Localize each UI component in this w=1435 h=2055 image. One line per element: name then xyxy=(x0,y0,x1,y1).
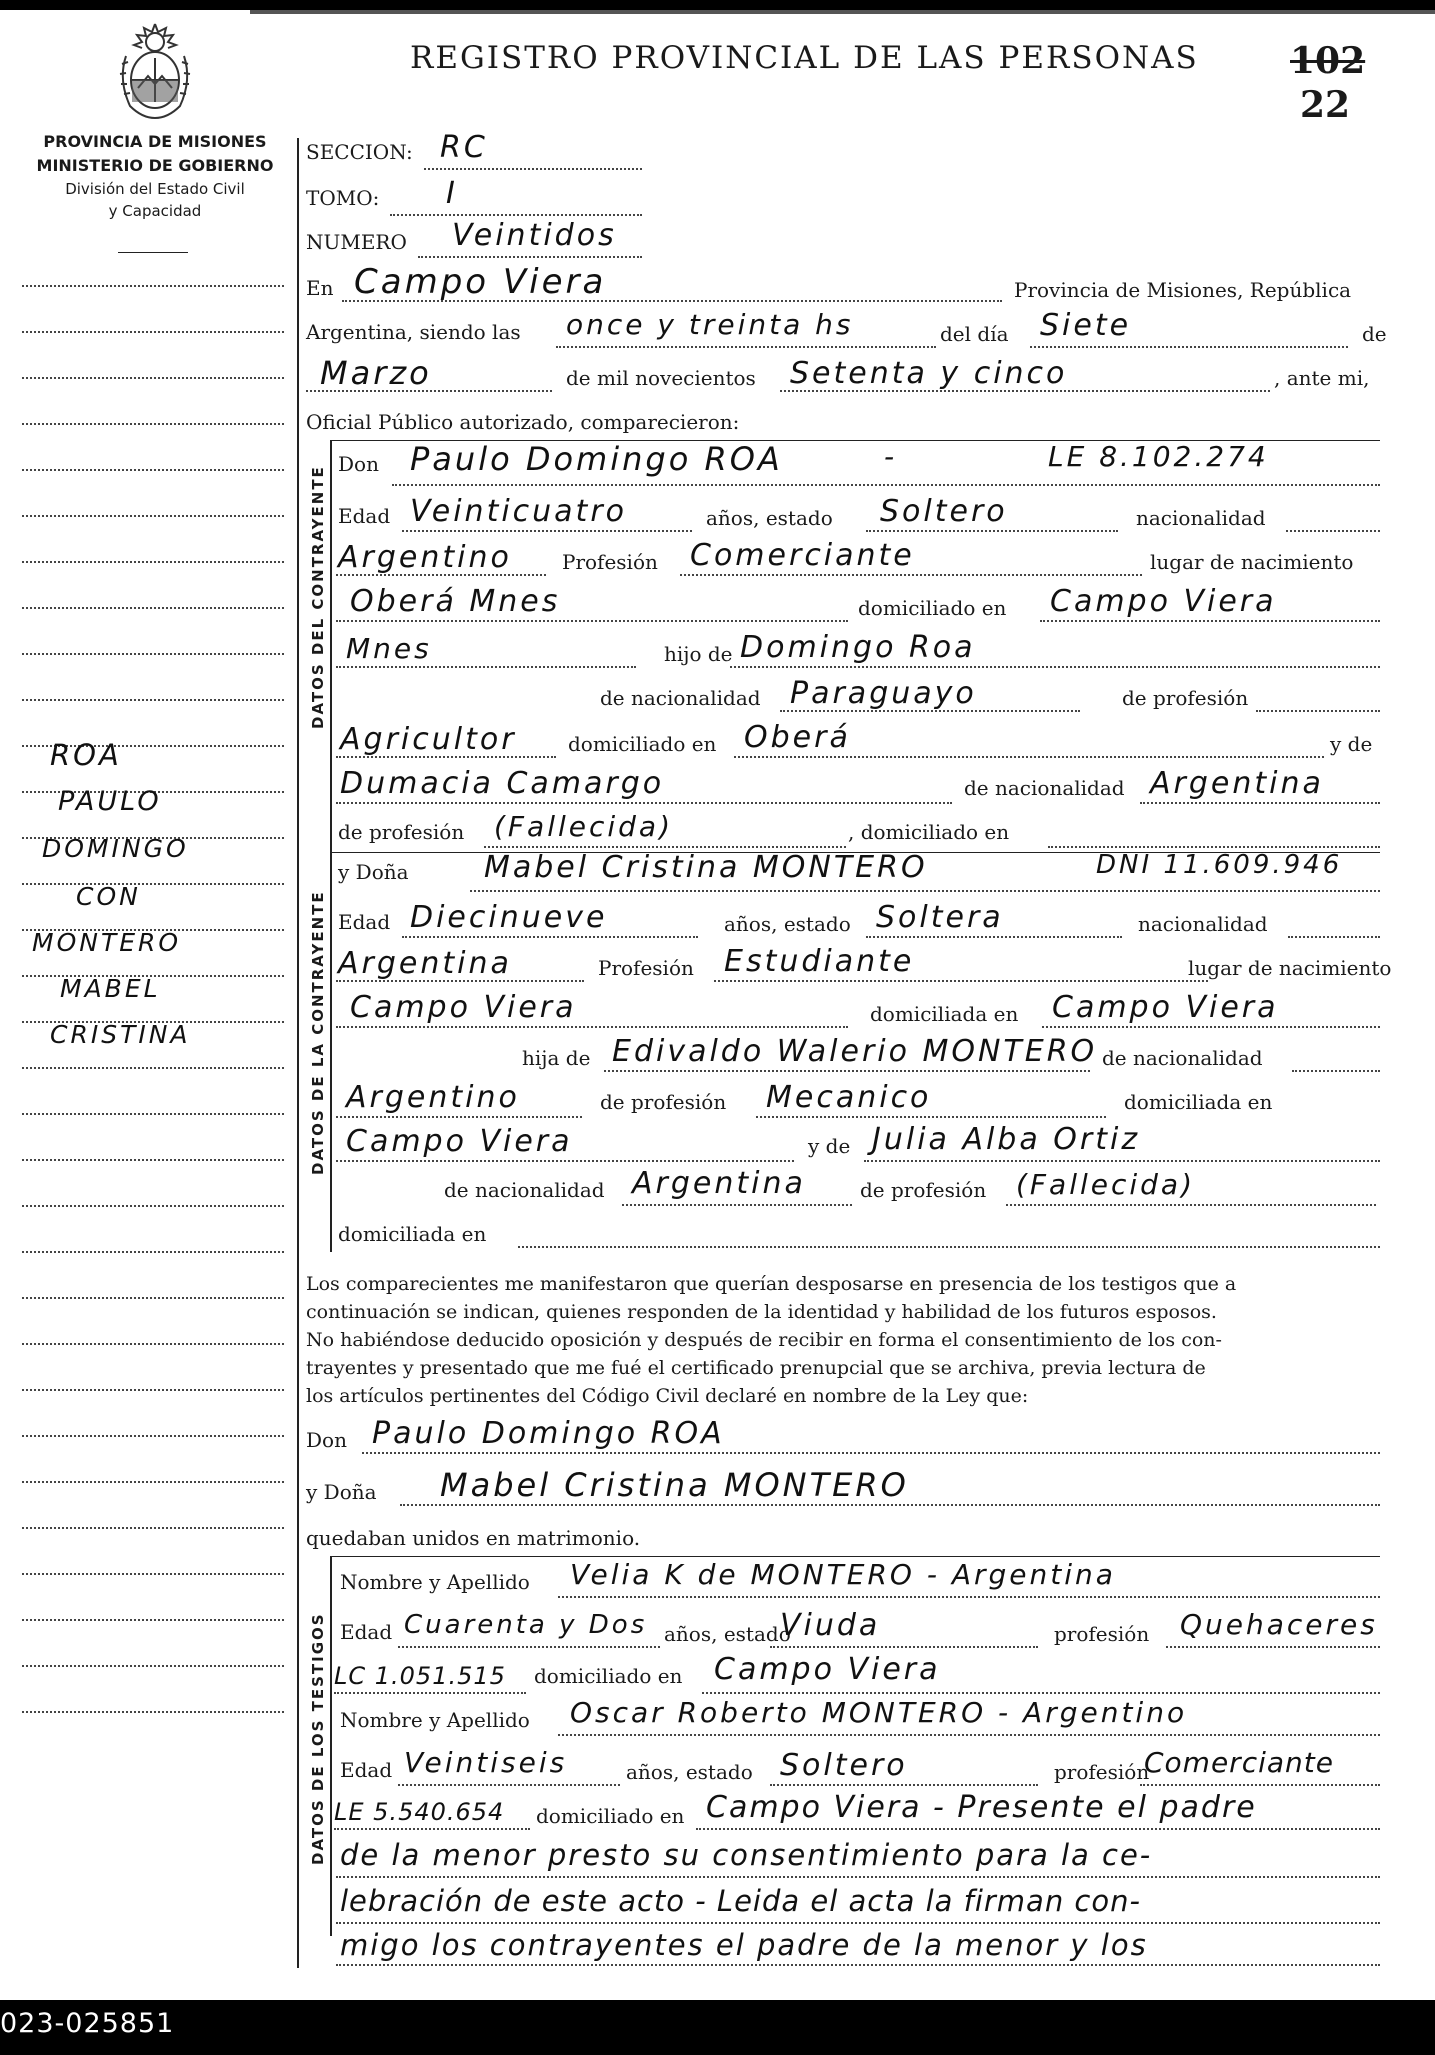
provincia-text: Provincia de Misiones, República xyxy=(1014,278,1352,302)
groom-nacionalidad-label: nacionalidad xyxy=(1136,506,1266,530)
groom-name: Paulo Domingo ROA xyxy=(410,440,783,478)
w1-name: Velia K de MONTERO - Argentina xyxy=(570,1558,1116,1591)
margin-dotted-line xyxy=(22,1343,284,1345)
de-mil-label: de mil novecientos xyxy=(566,366,756,390)
w2-domiciliado-label: domiciliado en xyxy=(536,1804,685,1828)
groom-mother: Dumacia Camargo xyxy=(340,766,665,801)
declaration-don-label: Don xyxy=(306,1428,347,1452)
declaration-line-1: Los comparecientes me manifestaron que querían desposarse en presencia de los testigos que a xyxy=(306,1273,1237,1295)
bride-father-domicile: Campo Viera xyxy=(346,1124,573,1159)
bride-domicile: Campo Viera xyxy=(1052,990,1279,1025)
margin-dotted-line xyxy=(22,653,284,655)
groom-lugar-label: lugar de nacimiento xyxy=(1150,550,1354,574)
w1-nombre-label: Nombre y Apellido xyxy=(340,1570,530,1594)
en-label: En xyxy=(306,276,334,300)
w1-profesion-label: profesión xyxy=(1054,1622,1150,1646)
bride-profesion-label: Profesión xyxy=(598,956,694,980)
groom-father-nationality: Paraguayo xyxy=(790,676,977,711)
groom-dash: - xyxy=(884,440,898,473)
declaration-bride: Mabel Cristina MONTERO xyxy=(440,1466,909,1504)
groom-don-label: Don xyxy=(338,452,379,476)
margin-dotted-line xyxy=(22,1665,284,1667)
margin-dotted-line xyxy=(22,883,284,885)
bride-father-nationality: Argentino xyxy=(346,1080,520,1115)
w2-doc: LE 5.540.654 xyxy=(334,1798,505,1826)
bride-mother-nationality: Argentina xyxy=(632,1166,806,1201)
margin-dotted-line xyxy=(22,331,284,333)
bride-mother-prof-label: de profesión xyxy=(860,1178,987,1202)
groom-profesion-label: Profesión xyxy=(562,550,658,574)
groom-domiciliado-label: domiciliado en xyxy=(858,596,1007,620)
margin-note-6: MABEL xyxy=(60,974,161,1003)
groom-mother-prof-label: de profesión xyxy=(338,820,465,844)
w-note-line-3: migo los contrayentes el padre de la menor y los xyxy=(340,1928,1148,1962)
margin-dotted-line xyxy=(22,377,284,379)
bride-mother-profession: (Fallecida) xyxy=(1016,1168,1196,1201)
margin-dotted-line xyxy=(22,1389,284,1391)
w1-profession: Quehaceres xyxy=(1180,1608,1378,1641)
scan-top-stripe xyxy=(250,10,1435,14)
day-value: Siete xyxy=(1040,308,1132,343)
bride-profession: Estudiante xyxy=(724,944,915,979)
bride-name: Mabel Cristina MONTERO xyxy=(484,850,928,885)
w2-domicile: Campo Viera - Presente el padre xyxy=(706,1790,1257,1825)
w1-domicile: Campo Viera xyxy=(714,1652,941,1687)
acta-number-struck: 102 xyxy=(1290,40,1366,82)
bride-father-nac-label: de nacionalidad xyxy=(1102,1046,1263,1070)
w1-status: Viuda xyxy=(780,1608,881,1643)
groom-birthplace: Oberá Mnes xyxy=(350,584,561,619)
declaration-closing: quedaban unidos en matrimonio. xyxy=(306,1526,641,1550)
bride-father-dom-label: domiciliada en xyxy=(1124,1090,1273,1114)
office-block xyxy=(20,130,290,222)
declaration-groom: Paulo Domingo ROA xyxy=(372,1416,725,1451)
groom-profession: Comerciante xyxy=(690,538,915,573)
bride-mother-dom-label: domiciliada en xyxy=(338,1222,487,1246)
groom-section-rule xyxy=(330,440,332,860)
groom-father-dom-label: domiciliado en xyxy=(568,732,717,756)
oficial-text: Oficial Público autorizado, comparecieron: xyxy=(306,410,740,434)
margin-note-5: MONTERO xyxy=(32,928,182,957)
groom-civil-status: Soltero xyxy=(880,494,1008,529)
margin-dotted-line xyxy=(22,469,284,471)
bride-mother-nac-label: de nacionalidad xyxy=(444,1178,605,1202)
w1-domiciliado-label: domiciliado en xyxy=(534,1664,683,1688)
w2-anos-estado: años, estado xyxy=(626,1760,753,1784)
office-province: PROVINCIA DE MISIONES xyxy=(43,132,267,151)
registry-title: REGISTRO PROVINCIAL DE LAS PERSONAS xyxy=(410,40,1199,76)
bride-domiciliada-label: domiciliada en xyxy=(870,1002,1019,1026)
numero-value: Veintidos xyxy=(452,218,617,253)
bride-doc: DNI 11.609.946 xyxy=(1096,850,1343,880)
bride-y-de: y de xyxy=(808,1134,851,1158)
bride-edad-label: Edad xyxy=(338,910,391,934)
groom-mother-nationality: Argentina xyxy=(1150,766,1324,801)
groom-anos-estado: años, estado xyxy=(706,506,833,530)
w1-age: Cuarenta y Dos xyxy=(404,1610,648,1640)
margin-dotted-line xyxy=(22,1297,284,1299)
margin-note-4: CON xyxy=(76,882,141,911)
groom-age: Veinticuatro xyxy=(410,494,628,529)
bride-father-prof-label: de profesión xyxy=(600,1090,727,1114)
w1-edad-label: Edad xyxy=(340,1620,393,1644)
bride-father-profession: Mecanico xyxy=(766,1080,932,1115)
bride-mother: Julia Alba Ortiz xyxy=(872,1122,1141,1157)
w-note-line-2: lebración de este acto - Leida el acta la firman con- xyxy=(340,1884,1141,1918)
margin-dotted-line xyxy=(22,515,284,517)
month-value: Marzo xyxy=(320,354,432,392)
groom-mother-dom-label: , domiciliado en xyxy=(848,820,1010,844)
w2-age: Veintiseis xyxy=(404,1746,568,1779)
margin-dotted-line xyxy=(22,1113,284,1115)
w2-name: Oscar Roberto MONTERO - Argentino xyxy=(570,1696,1188,1729)
scan-top-band xyxy=(0,0,1435,10)
declaration-dona-label: y Doña xyxy=(306,1480,377,1504)
groom-edad-label: Edad xyxy=(338,504,391,528)
bride-anos-estado: años, estado xyxy=(724,912,851,936)
groom-father-profession: Agricultor xyxy=(340,722,517,757)
groom-y-de: y de xyxy=(1330,732,1373,756)
office-capacity: y Capacidad xyxy=(108,202,202,220)
declaration-line-2: continuación se indican, quienes responden de la identidad y habilidad de los futuros esposos. xyxy=(306,1301,1217,1323)
seccion-label: SECCION: xyxy=(306,140,413,164)
margin-note-7: CRISTINA xyxy=(50,1020,191,1049)
witness-section-label: DATOS DE LOS TESTIGOS xyxy=(309,1612,327,1865)
declaration-line-3: No habiéndose deducido oposición y después de recibir en forma el consentimiento de los con- xyxy=(306,1329,1222,1351)
coat-of-arms-emblem xyxy=(112,18,198,122)
bride-father: Edivaldo Walerio MONTERO xyxy=(612,1034,1098,1069)
margin-dotted-line xyxy=(22,699,284,701)
margin-dotted-line xyxy=(22,1205,284,1207)
margin-dotted-line xyxy=(22,1619,284,1621)
margin-dotted-line xyxy=(22,423,284,425)
bride-y-dona: y Doña xyxy=(338,860,409,884)
footer-code: 023-025851 xyxy=(0,2008,175,2039)
w2-profesion-label: profesión xyxy=(1054,1760,1150,1784)
margin-dotted-line xyxy=(22,561,284,563)
w2-nombre-label: Nombre y Apellido xyxy=(340,1708,530,1732)
groom-section-label: DATOS DEL CONTRAYENTE xyxy=(309,465,327,729)
margin-dotted-line xyxy=(22,1711,284,1713)
groom-nationality: Argentino xyxy=(338,540,512,575)
groom-mother-nac-label: de nacionalidad xyxy=(964,776,1125,800)
witness-top-rule xyxy=(330,1556,1380,1557)
scan-bottom-band xyxy=(0,2000,1435,2055)
margin-dotted-line xyxy=(22,1067,284,1069)
margin-dotted-line xyxy=(22,1527,284,1529)
groom-mother-profession: (Fallecida) xyxy=(494,810,674,843)
office-underline xyxy=(118,252,188,253)
declaration-line-5: los artículos pertinentes del Código Civil declaré en nombre de la Ley que: xyxy=(306,1385,1029,1407)
margin-note-1: ROA xyxy=(50,738,122,772)
witness-section-rule xyxy=(330,1556,332,1936)
margin-dotted-line xyxy=(22,1251,284,1253)
bride-hija-de: hija de xyxy=(522,1046,591,1070)
bride-age: Diecinueve xyxy=(410,900,608,935)
argentina-text: Argentina, siendo las xyxy=(306,320,521,344)
margin-dotted-line xyxy=(22,1159,284,1161)
w2-profession: Comerciante xyxy=(1144,1746,1334,1779)
w2-status: Soltero xyxy=(780,1748,908,1783)
bride-nacionalidad-label: nacionalidad xyxy=(1138,912,1268,936)
bride-section-label: DATOS DE LA CONTRAYENTE xyxy=(309,890,327,1175)
w1-anos-estado: años, estado xyxy=(664,1622,791,1646)
margin-dotted-line xyxy=(22,285,284,287)
margin-dotted-line xyxy=(22,1481,284,1483)
del-dia-label: del día xyxy=(940,322,1009,346)
groom-father-prof-label: de profesión xyxy=(1122,686,1249,710)
office-division: División del Estado Civil xyxy=(65,180,245,198)
margin-dotted-line xyxy=(22,1435,284,1437)
numero-label: NUMERO xyxy=(306,230,407,254)
bride-lugar-label: lugar de nacimiento xyxy=(1188,956,1392,980)
margin-note-2: PAULO xyxy=(58,786,162,817)
w2-edad-label: Edad xyxy=(340,1758,393,1782)
groom-domicile: Campo Viera xyxy=(1050,584,1277,619)
margin-dotted-line xyxy=(22,607,284,609)
hour-value: once y treinta hs xyxy=(566,308,854,341)
tomo-value: I xyxy=(446,176,458,211)
bride-nationality: Argentina xyxy=(338,946,512,981)
office-ministry: MINISTERIO DE GOBIERNO xyxy=(36,156,274,175)
ante-mi-text: , ante mi, xyxy=(1274,366,1370,390)
bride-civil-status: Soltera xyxy=(876,900,1004,935)
groom-doc: LE 8.102.274 xyxy=(1048,440,1269,473)
year-value: Setenta y cinco xyxy=(790,356,1068,391)
groom-father-domicile: Oberá xyxy=(744,720,851,755)
place-value: Campo Viera xyxy=(354,262,607,302)
bride-birthplace: Campo Viera xyxy=(350,990,577,1025)
w-note-line-1: de la menor presto su consentimiento para la ce- xyxy=(340,1838,1153,1872)
groom-father: Domingo Roa xyxy=(740,630,976,665)
groom-domicile-2: Mnes xyxy=(346,632,432,665)
margin-dotted-line xyxy=(22,1573,284,1575)
bride-section-rule xyxy=(330,852,332,1252)
de-label: de xyxy=(1362,322,1387,346)
seccion-value: RC xyxy=(440,130,488,165)
w1-doc: LC 1.051.515 xyxy=(334,1662,506,1690)
main-border xyxy=(297,138,299,1968)
acta-number: 22 xyxy=(1300,84,1351,126)
declaration-line-4: trayentes y presentado que me fué el certificado prenupcial que se archiva, previa lectura de xyxy=(306,1357,1206,1379)
tomo-label: TOMO: xyxy=(306,186,380,210)
margin-note-3: DOMINGO xyxy=(42,834,189,863)
groom-father-nac-label: de nacionalidad xyxy=(600,686,761,710)
groom-hijo-de: hijo de xyxy=(664,642,733,666)
